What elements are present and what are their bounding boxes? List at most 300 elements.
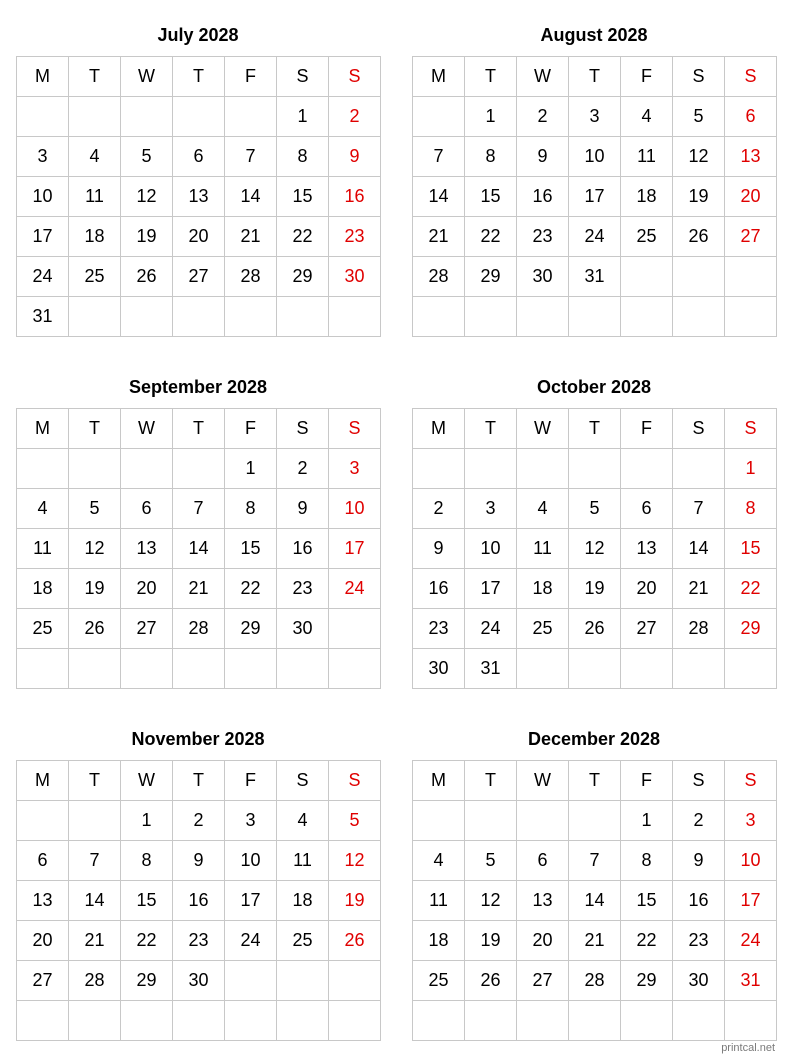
day-cell: 4 bbox=[517, 489, 569, 529]
day-cell: 15 bbox=[225, 529, 277, 569]
week-row bbox=[413, 177, 777, 217]
day-cell: 9 bbox=[413, 529, 465, 569]
day-cell: 12 bbox=[121, 177, 173, 217]
day-cell: 27 bbox=[121, 609, 173, 649]
empty-cell bbox=[173, 97, 225, 137]
day-cell: 16 bbox=[277, 529, 329, 569]
day-cell: 18 bbox=[69, 217, 121, 257]
week-row bbox=[413, 801, 777, 841]
day-cell: 21 bbox=[173, 569, 225, 609]
day-cell: 3 bbox=[329, 449, 381, 489]
day-cell: 23 bbox=[673, 921, 725, 961]
day-cell: 19 bbox=[121, 217, 173, 257]
week-row bbox=[17, 921, 381, 961]
day-cell: 20 bbox=[517, 921, 569, 961]
day-cell: 9 bbox=[329, 137, 381, 177]
day-cell: 26 bbox=[121, 257, 173, 297]
day-cell: 18 bbox=[413, 921, 465, 961]
day-cell: 9 bbox=[673, 841, 725, 881]
day-cell: 27 bbox=[173, 257, 225, 297]
empty-cell bbox=[225, 97, 277, 137]
weekday-label: F bbox=[621, 761, 673, 801]
weekday-label: M bbox=[413, 409, 465, 449]
week-row bbox=[17, 881, 381, 921]
day-cell: 5 bbox=[121, 137, 173, 177]
day-cell: 24 bbox=[329, 569, 381, 609]
empty-cell bbox=[569, 801, 621, 841]
day-cell: 20 bbox=[725, 177, 777, 217]
day-cell: 6 bbox=[517, 841, 569, 881]
day-cell: 12 bbox=[673, 137, 725, 177]
week-row bbox=[413, 137, 777, 177]
day-cell: 24 bbox=[465, 609, 517, 649]
week-row bbox=[17, 97, 381, 137]
empty-cell bbox=[329, 1001, 381, 1041]
empty-cell bbox=[173, 297, 225, 337]
week-row bbox=[413, 961, 777, 1001]
empty-cell bbox=[121, 97, 173, 137]
empty-cell bbox=[17, 649, 69, 689]
day-cell: 7 bbox=[173, 489, 225, 529]
day-cell: 12 bbox=[465, 881, 517, 921]
day-cell: 1 bbox=[277, 97, 329, 137]
empty-cell bbox=[465, 1001, 517, 1041]
day-cell: 18 bbox=[277, 881, 329, 921]
day-cell: 31 bbox=[465, 649, 517, 689]
day-cell: 25 bbox=[17, 609, 69, 649]
day-cell: 9 bbox=[173, 841, 225, 881]
empty-cell bbox=[225, 1001, 277, 1041]
day-cell: 12 bbox=[569, 529, 621, 569]
day-cell: 4 bbox=[277, 801, 329, 841]
empty-cell bbox=[569, 1001, 621, 1041]
day-cell: 11 bbox=[277, 841, 329, 881]
day-cell: 24 bbox=[225, 921, 277, 961]
day-cell: 6 bbox=[17, 841, 69, 881]
day-cell: 3 bbox=[569, 97, 621, 137]
weekday-label: M bbox=[17, 409, 69, 449]
empty-cell bbox=[69, 97, 121, 137]
day-cell: 22 bbox=[121, 921, 173, 961]
day-cell: 13 bbox=[173, 177, 225, 217]
day-cell: 4 bbox=[413, 841, 465, 881]
day-cell: 2 bbox=[673, 801, 725, 841]
empty-cell bbox=[569, 649, 621, 689]
day-cell: 2 bbox=[329, 97, 381, 137]
day-cell: 3 bbox=[725, 801, 777, 841]
calendar-grid bbox=[412, 408, 777, 689]
week-row bbox=[413, 921, 777, 961]
week-row bbox=[413, 649, 777, 689]
week-row bbox=[413, 609, 777, 649]
empty-cell bbox=[465, 801, 517, 841]
week-row bbox=[17, 137, 381, 177]
weekday-label: W bbox=[517, 761, 569, 801]
day-cell: 27 bbox=[517, 961, 569, 1001]
day-cell: 25 bbox=[517, 609, 569, 649]
day-cell: 5 bbox=[569, 489, 621, 529]
empty-cell bbox=[725, 297, 777, 337]
day-cell: 27 bbox=[17, 961, 69, 1001]
day-cell: 11 bbox=[517, 529, 569, 569]
day-cell: 12 bbox=[329, 841, 381, 881]
week-row bbox=[17, 529, 381, 569]
day-cell: 14 bbox=[225, 177, 277, 217]
month-title: December 2028 bbox=[527, 729, 661, 749]
day-cell: 20 bbox=[17, 921, 69, 961]
weekday-header-row bbox=[17, 761, 381, 801]
week-row bbox=[17, 649, 381, 689]
day-cell: 19 bbox=[69, 569, 121, 609]
weekday-label: T bbox=[173, 57, 225, 97]
weekday-label: S bbox=[725, 57, 777, 97]
day-cell: 20 bbox=[121, 569, 173, 609]
day-cell: 17 bbox=[225, 881, 277, 921]
day-cell: 31 bbox=[17, 297, 69, 337]
day-cell: 16 bbox=[413, 569, 465, 609]
day-cell: 8 bbox=[277, 137, 329, 177]
day-cell: 26 bbox=[673, 217, 725, 257]
empty-cell bbox=[173, 449, 225, 489]
day-cell: 9 bbox=[517, 137, 569, 177]
empty-cell bbox=[69, 801, 121, 841]
empty-cell bbox=[517, 649, 569, 689]
empty-cell bbox=[225, 961, 277, 1001]
week-row bbox=[17, 801, 381, 841]
weekday-label: S bbox=[277, 761, 329, 801]
day-cell: 29 bbox=[621, 961, 673, 1001]
day-cell: 26 bbox=[569, 609, 621, 649]
day-cell: 30 bbox=[277, 609, 329, 649]
empty-cell bbox=[329, 649, 381, 689]
empty-cell bbox=[277, 1001, 329, 1041]
weekday-label: F bbox=[621, 57, 673, 97]
empty-cell bbox=[413, 1001, 465, 1041]
day-cell: 23 bbox=[329, 217, 381, 257]
day-cell: 28 bbox=[673, 609, 725, 649]
empty-cell bbox=[17, 801, 69, 841]
day-cell: 13 bbox=[17, 881, 69, 921]
empty-cell bbox=[277, 297, 329, 337]
week-row bbox=[17, 841, 381, 881]
day-cell: 4 bbox=[621, 97, 673, 137]
weekday-label: M bbox=[413, 57, 465, 97]
empty-cell bbox=[725, 649, 777, 689]
day-cell: 28 bbox=[413, 257, 465, 297]
day-cell: 7 bbox=[413, 137, 465, 177]
day-cell: 1 bbox=[121, 801, 173, 841]
day-cell: 30 bbox=[173, 961, 225, 1001]
week-row bbox=[413, 489, 777, 529]
day-cell: 10 bbox=[569, 137, 621, 177]
empty-cell bbox=[17, 1001, 69, 1041]
day-cell: 18 bbox=[517, 569, 569, 609]
day-cell: 8 bbox=[465, 137, 517, 177]
empty-cell bbox=[517, 449, 569, 489]
week-row bbox=[413, 881, 777, 921]
day-cell: 1 bbox=[725, 449, 777, 489]
day-cell: 14 bbox=[569, 881, 621, 921]
week-row bbox=[17, 217, 381, 257]
empty-cell bbox=[69, 1001, 121, 1041]
day-cell: 6 bbox=[725, 97, 777, 137]
day-cell: 22 bbox=[621, 921, 673, 961]
day-cell: 20 bbox=[173, 217, 225, 257]
day-cell: 15 bbox=[725, 529, 777, 569]
day-cell: 9 bbox=[277, 489, 329, 529]
day-cell: 17 bbox=[329, 529, 381, 569]
day-cell: 19 bbox=[465, 921, 517, 961]
day-cell: 28 bbox=[225, 257, 277, 297]
day-cell: 13 bbox=[517, 881, 569, 921]
weekday-label: T bbox=[465, 57, 517, 97]
week-row bbox=[17, 489, 381, 529]
empty-cell bbox=[465, 297, 517, 337]
day-cell: 25 bbox=[621, 217, 673, 257]
weekday-label: T bbox=[465, 761, 517, 801]
weekday-label: T bbox=[465, 409, 517, 449]
week-row bbox=[17, 569, 381, 609]
month-title: August 2028 bbox=[540, 25, 648, 45]
empty-cell bbox=[413, 297, 465, 337]
day-cell: 10 bbox=[329, 489, 381, 529]
day-cell: 20 bbox=[621, 569, 673, 609]
day-cell: 16 bbox=[173, 881, 225, 921]
day-cell: 17 bbox=[569, 177, 621, 217]
day-cell: 3 bbox=[225, 801, 277, 841]
empty-cell bbox=[69, 449, 121, 489]
calendar-grid bbox=[412, 56, 777, 337]
empty-cell bbox=[569, 449, 621, 489]
empty-cell bbox=[673, 1001, 725, 1041]
day-cell: 25 bbox=[69, 257, 121, 297]
day-cell: 8 bbox=[725, 489, 777, 529]
day-cell: 21 bbox=[673, 569, 725, 609]
week-row bbox=[413, 97, 777, 137]
day-cell: 17 bbox=[465, 569, 517, 609]
empty-cell bbox=[517, 1001, 569, 1041]
weekday-label: T bbox=[569, 409, 621, 449]
day-cell: 26 bbox=[329, 921, 381, 961]
weekday-label: W bbox=[517, 409, 569, 449]
weekday-header-row bbox=[17, 57, 381, 97]
week-row bbox=[413, 449, 777, 489]
day-cell: 10 bbox=[465, 529, 517, 569]
weekday-label: W bbox=[121, 409, 173, 449]
weekday-label: T bbox=[69, 409, 121, 449]
day-cell: 2 bbox=[173, 801, 225, 841]
day-cell: 1 bbox=[621, 801, 673, 841]
day-cell: 27 bbox=[725, 217, 777, 257]
day-cell: 28 bbox=[173, 609, 225, 649]
calendar-grid bbox=[16, 408, 381, 689]
day-cell: 26 bbox=[465, 961, 517, 1001]
weekday-label: S bbox=[725, 409, 777, 449]
weekday-label: S bbox=[329, 409, 381, 449]
day-cell: 7 bbox=[69, 841, 121, 881]
empty-cell bbox=[673, 449, 725, 489]
day-cell: 6 bbox=[173, 137, 225, 177]
empty-cell bbox=[17, 97, 69, 137]
weekday-label: S bbox=[329, 761, 381, 801]
day-cell: 11 bbox=[413, 881, 465, 921]
empty-cell bbox=[277, 961, 329, 1001]
day-cell: 15 bbox=[277, 177, 329, 217]
day-cell: 4 bbox=[17, 489, 69, 529]
empty-cell bbox=[569, 297, 621, 337]
weekday-label: T bbox=[69, 57, 121, 97]
weekday-header-row bbox=[413, 761, 777, 801]
day-cell: 22 bbox=[277, 217, 329, 257]
empty-cell bbox=[673, 297, 725, 337]
day-cell: 5 bbox=[465, 841, 517, 881]
week-row bbox=[413, 841, 777, 881]
day-cell: 30 bbox=[517, 257, 569, 297]
empty-cell bbox=[329, 961, 381, 1001]
day-cell: 16 bbox=[673, 881, 725, 921]
week-row bbox=[17, 961, 381, 1001]
day-cell: 30 bbox=[329, 257, 381, 297]
empty-cell bbox=[673, 649, 725, 689]
weekday-label: S bbox=[329, 57, 381, 97]
day-cell: 23 bbox=[517, 217, 569, 257]
day-cell: 23 bbox=[173, 921, 225, 961]
day-cell: 29 bbox=[725, 609, 777, 649]
empty-cell bbox=[329, 297, 381, 337]
day-cell: 25 bbox=[413, 961, 465, 1001]
day-cell: 25 bbox=[277, 921, 329, 961]
empty-cell bbox=[225, 297, 277, 337]
day-cell: 5 bbox=[69, 489, 121, 529]
empty-cell bbox=[17, 449, 69, 489]
empty-cell bbox=[121, 1001, 173, 1041]
week-row bbox=[17, 449, 381, 489]
empty-cell bbox=[621, 297, 673, 337]
empty-cell bbox=[413, 97, 465, 137]
empty-cell bbox=[121, 297, 173, 337]
day-cell: 11 bbox=[69, 177, 121, 217]
weekday-label: M bbox=[413, 761, 465, 801]
weekday-label: S bbox=[673, 409, 725, 449]
day-cell: 2 bbox=[517, 97, 569, 137]
day-cell: 5 bbox=[329, 801, 381, 841]
day-cell: 13 bbox=[621, 529, 673, 569]
day-cell: 17 bbox=[725, 881, 777, 921]
day-cell: 19 bbox=[673, 177, 725, 217]
week-row bbox=[413, 569, 777, 609]
day-cell: 31 bbox=[725, 961, 777, 1001]
day-cell: 15 bbox=[621, 881, 673, 921]
day-cell: 28 bbox=[569, 961, 621, 1001]
weekday-label: F bbox=[225, 409, 277, 449]
day-cell: 30 bbox=[673, 961, 725, 1001]
empty-cell bbox=[673, 257, 725, 297]
weekday-header-row bbox=[413, 57, 777, 97]
empty-cell bbox=[121, 649, 173, 689]
day-cell: 22 bbox=[725, 569, 777, 609]
empty-cell bbox=[225, 649, 277, 689]
day-cell: 29 bbox=[465, 257, 517, 297]
calendar-grid bbox=[16, 760, 381, 1041]
day-cell: 22 bbox=[225, 569, 277, 609]
week-row bbox=[17, 177, 381, 217]
weekday-label: S bbox=[277, 409, 329, 449]
weekday-label: M bbox=[17, 761, 69, 801]
empty-cell bbox=[277, 649, 329, 689]
day-cell: 10 bbox=[725, 841, 777, 881]
day-cell: 7 bbox=[569, 841, 621, 881]
day-cell: 14 bbox=[69, 881, 121, 921]
month-title: September 2028 bbox=[128, 377, 268, 397]
week-row bbox=[413, 1001, 777, 1041]
day-cell: 16 bbox=[329, 177, 381, 217]
weekday-label: T bbox=[569, 57, 621, 97]
day-cell: 10 bbox=[225, 841, 277, 881]
day-cell: 24 bbox=[725, 921, 777, 961]
day-cell: 23 bbox=[277, 569, 329, 609]
day-cell: 8 bbox=[621, 841, 673, 881]
day-cell: 21 bbox=[569, 921, 621, 961]
day-cell: 6 bbox=[621, 489, 673, 529]
day-cell: 8 bbox=[121, 841, 173, 881]
weekday-label: S bbox=[673, 57, 725, 97]
day-cell: 19 bbox=[569, 569, 621, 609]
day-cell: 11 bbox=[621, 137, 673, 177]
day-cell: 18 bbox=[621, 177, 673, 217]
weekday-label: T bbox=[173, 409, 225, 449]
empty-cell bbox=[621, 257, 673, 297]
weekday-label: F bbox=[621, 409, 673, 449]
empty-cell bbox=[465, 449, 517, 489]
calendar-grid bbox=[16, 56, 381, 337]
day-cell: 21 bbox=[225, 217, 277, 257]
day-cell: 5 bbox=[673, 97, 725, 137]
day-cell: 11 bbox=[17, 529, 69, 569]
day-cell: 30 bbox=[413, 649, 465, 689]
week-row bbox=[413, 257, 777, 297]
day-cell: 8 bbox=[225, 489, 277, 529]
week-row bbox=[413, 297, 777, 337]
day-cell: 7 bbox=[673, 489, 725, 529]
empty-cell bbox=[517, 297, 569, 337]
empty-cell bbox=[725, 1001, 777, 1041]
day-cell: 14 bbox=[673, 529, 725, 569]
day-cell: 29 bbox=[225, 609, 277, 649]
week-row bbox=[17, 609, 381, 649]
day-cell: 3 bbox=[17, 137, 69, 177]
week-row bbox=[413, 529, 777, 569]
calendar-grid bbox=[412, 760, 777, 1041]
day-cell: 1 bbox=[225, 449, 277, 489]
day-cell: 15 bbox=[465, 177, 517, 217]
empty-cell bbox=[621, 1001, 673, 1041]
day-cell: 18 bbox=[17, 569, 69, 609]
week-row bbox=[17, 257, 381, 297]
day-cell: 2 bbox=[277, 449, 329, 489]
weekday-label: T bbox=[569, 761, 621, 801]
day-cell: 14 bbox=[413, 177, 465, 217]
week-row bbox=[413, 217, 777, 257]
month-title: November 2028 bbox=[131, 729, 265, 749]
day-cell: 27 bbox=[621, 609, 673, 649]
day-cell: 1 bbox=[465, 97, 517, 137]
weekday-label: M bbox=[17, 57, 69, 97]
week-row bbox=[17, 297, 381, 337]
day-cell: 22 bbox=[465, 217, 517, 257]
empty-cell bbox=[517, 801, 569, 841]
day-cell: 29 bbox=[277, 257, 329, 297]
day-cell: 21 bbox=[413, 217, 465, 257]
